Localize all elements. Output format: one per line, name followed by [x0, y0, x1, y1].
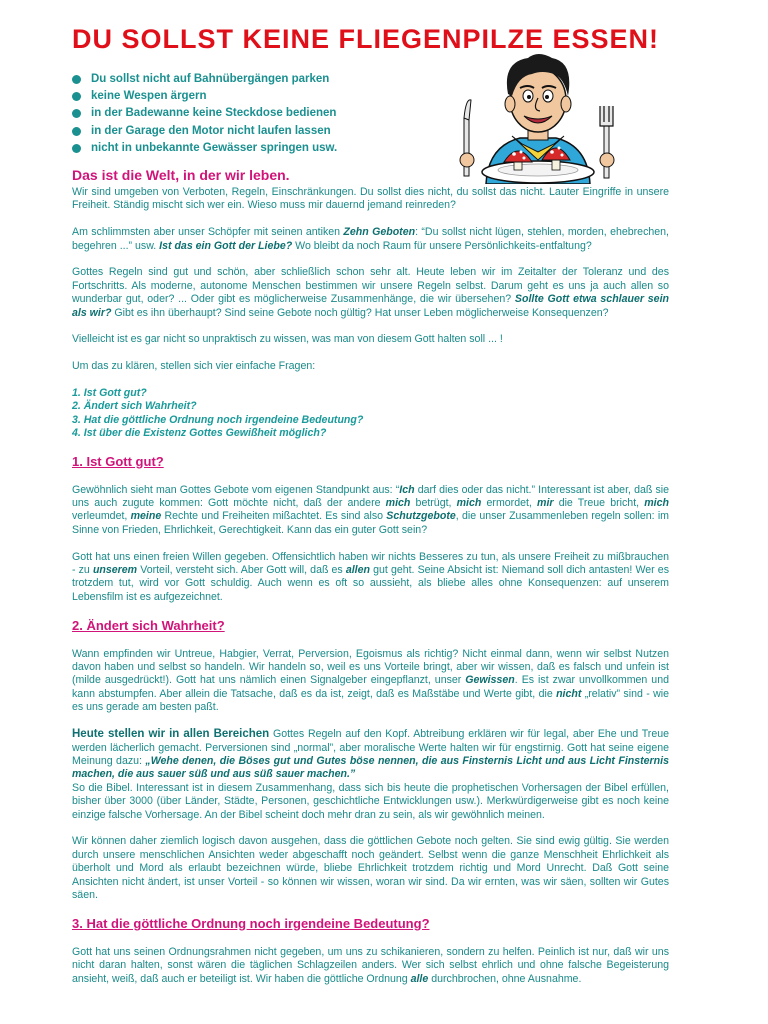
question-item: 2. Ändert sich Wahrheit? — [72, 400, 197, 413]
bullet-text: in der Badewanne keine Steckdose bedienen — [91, 107, 337, 120]
question-item: 1. Ist Gott gut? — [72, 387, 147, 400]
paragraph: Gott hat uns seinen Ordnungsrahmen nicht gegeben, um uns zu schikanieren, sondern zu helfen. Peinlich ist nur, daß wir uns nicht daran halten, sonst wären die täglichen Schlagzeilen anders. Wer sich selbst ehrlich und ohne falsche Begeisterung ansieht, weiß, daß auch er beteiligt ist. Wir haben die göttliche Ordnung alle durchbrochen, ohne Ausnahme. — [72, 945, 669, 985]
paragraph: Gott hat uns einen freien Willen gegeben. Offensichtlich haben wir nichts Besseres zu tun, als unsere Freiheit zu mißbrauchen - zu unserem Vorteil, versteht sich. Aber Gott will, daß es allen gut geht. Seine Absicht ist: Niemand soll dich antasten! Wer es trotzdem tut, wird vor Gott schuldig. Auch wenn es oft so aussieht, als bliebe alles ohne Konsequenzen: auf unserem Lebensfilm ist es aufgezeichnet. — [72, 550, 669, 603]
paragraph: Vielleicht ist es gar nicht so unpraktisch zu wissen, was man von diesem Gott halten soll ... ! — [72, 333, 503, 346]
paragraph: Wann empfinden wir Untreue, Habgier, Verrat, Perversion, Egoismus als richtig? Nicht einmal dann, wenn wir selbst Nutzen davon haben und selbst so handeln. Wir handeln so, weil es uns Vorteile bringt, aber wir wissen, daß es falsch und unfein ist (milde ausgedrückt!). Gott hat uns nämlich einen Signalgeber eingepflanzt, unser Gewissen. Es ist zwar unvollkommen und kann abstumpfen. Aber allein die Tatsache, daß es da ist, zeigt, daß es Maßstäbe und Werte gibt, die nicht „relativ” sind - wie es uns gerade am besten paßt. — [72, 647, 669, 714]
paragraph: Wir können daher ziemlich logisch davon ausgehen, dass die göttlichen Gebote noch gelten. Sie sind ewig gültig. Sie werden durch unsere menschlichen Ansichten weder abgeschafft noch geändert. Selbst wenn die ganze Menschheit Ehrlichkeit als überholt und Mord als erlaubt bezeichnen würde, bliebe Ehrlichkeit trotzdem richtig und Mord Unrecht. Daß Gott seine Ansichten nicht ändert, ist unser Vorteil - so können wir wissen, woran wir sind. Da wir ernten, was wir säen, sollten wir Gutes säen. — [72, 835, 669, 901]
section-heading-3: 3. Hat die göttliche Ordnung noch irgendeine Bedeutung? — [72, 915, 430, 931]
bullet-text: keine Wespen ärgern — [91, 90, 207, 103]
section-subheading: Das ist die Welt, in der wir leben. — [72, 167, 290, 183]
bullet-icon — [72, 92, 81, 101]
bullet-text: nicht in unbekannte Gewässer springen usw. — [91, 141, 338, 154]
question-item: 3. Hat die göttliche Ordnung noch irgendeine Bedeutung? — [72, 413, 364, 426]
question-item: 4. Ist über die Existenz Gottes Gewißheit möglich? — [72, 427, 327, 440]
bullet-list — [72, 71, 337, 157]
list-item — [72, 123, 337, 140]
bullet-icon — [72, 127, 81, 136]
question-list — [72, 387, 669, 441]
page-title: DU SOLLST KEINE FLIEGENPILZE ESSEN! — [72, 24, 660, 54]
paragraph: Um das zu klären, stellen sich vier einfache Fragen: — [72, 360, 316, 373]
bullet-icon — [72, 144, 81, 153]
list-item — [72, 140, 337, 157]
bullet-text: in der Garage den Motor nicht laufen lassen — [91, 124, 331, 137]
paragraph: Heute stellen wir in allen Bereichen Gottes Regeln auf den Kopf. Abtreibung erklären wir für legal, aber Ehe und Treue werden lächerlich gemacht. Perversionen sind „normal”, aber moralische Werte halten wir für engstirnig. Gott hat seine eigene Meinung dazu: „Wehe denen, die Böses gut und Gutes böse nennen, die aus Finsternis Licht und aus Licht Finsternis machen, die aus sauer süß und aus süß sauer machen.” So die Bibel. Interessant ist in diesem Zusammenhang, dass sich bis heute die prophetischen Vorhersagen der Bibel erfüllen, bisher über 3000 (über Länder, Städte, Personen, geschichtliche Entwicklungen usw.). Merkwürdigerweise gibt es noch keine einzige falsche Vorhersage. An der Bibel scheint doch mehr dran zu sein, als wir gewöhnlich meinen. — [72, 728, 670, 821]
main-content — [72, 163, 669, 999]
list-item — [72, 105, 337, 122]
section-heading-1: 1. Ist Gott gut? — [72, 453, 164, 469]
list-item — [72, 71, 337, 88]
bullet-icon — [72, 75, 81, 84]
paragraph: Gottes Regeln sind gut und schön, aber schließlich schon sehr alt. Heute leben wir im Zeitalter der Toleranz und des Fortschritts. Als moderne, autonome Menschen bestimmen wir unsere Regeln selbst. Darum geht es uns ja auch allen so wunderbar gut, oder? ... Oder gibt es möglicherweise Zusammenhänge, die wir übersehen? Sollte Gott etwa schlauer sein als wir? Gibt es ihn überhaupt? Sind seine Gebote noch gültig? Hat unser Leben möglicherweise Konsequenzen? — [72, 266, 669, 319]
bullet-text: Du sollst nicht auf Bahnübergängen parken — [91, 73, 330, 85]
list-item — [72, 88, 337, 105]
bullet-icon — [72, 109, 81, 118]
section-heading-2: 2. Ändert sich Wahrheit? — [72, 617, 225, 633]
paragraph: Gewöhnlich sieht man Gottes Gebote vom eigenen Standpunkt aus: “Ich darf dies oder das nicht.” Interessant ist aber, daß sie uns auch zugute kommen: Gott möchte nicht, daß der andere mich betrügt, mich ermordet, mir die Treue bricht, mich verleumdet, meine Rechte und Freiheiten mißachtet. Es sind also Schutzgebote, die unser Zusammenleben regeln sollen: im Sinne von Frieden, Ehrlichkeit, Gerechtigkeit. Kann das ein guter Gott sein? — [72, 483, 670, 536]
paragraph: Am schlimmsten aber unser Schöpfer mit seinen antiken Zehn Geboten: “Du sollst nicht lügen, stehlen, morden, ehebrechen, begehren ...” usw. Ist das ein Gott der Liebe? Wo bleibt da noch Raum für unsere Persönlichkeits-entfaltung? — [72, 226, 669, 252]
intro-paragraph: Wir sind umgeben von Verboten, Regeln, Einschränkungen. Du sollst dies nicht, du sollst das nicht. Lauter Eingriffe in unsere Freiheit. Ständig mischt sich wer ein. Wieso muss mir dauernd jemand reinreden? — [72, 186, 669, 212]
